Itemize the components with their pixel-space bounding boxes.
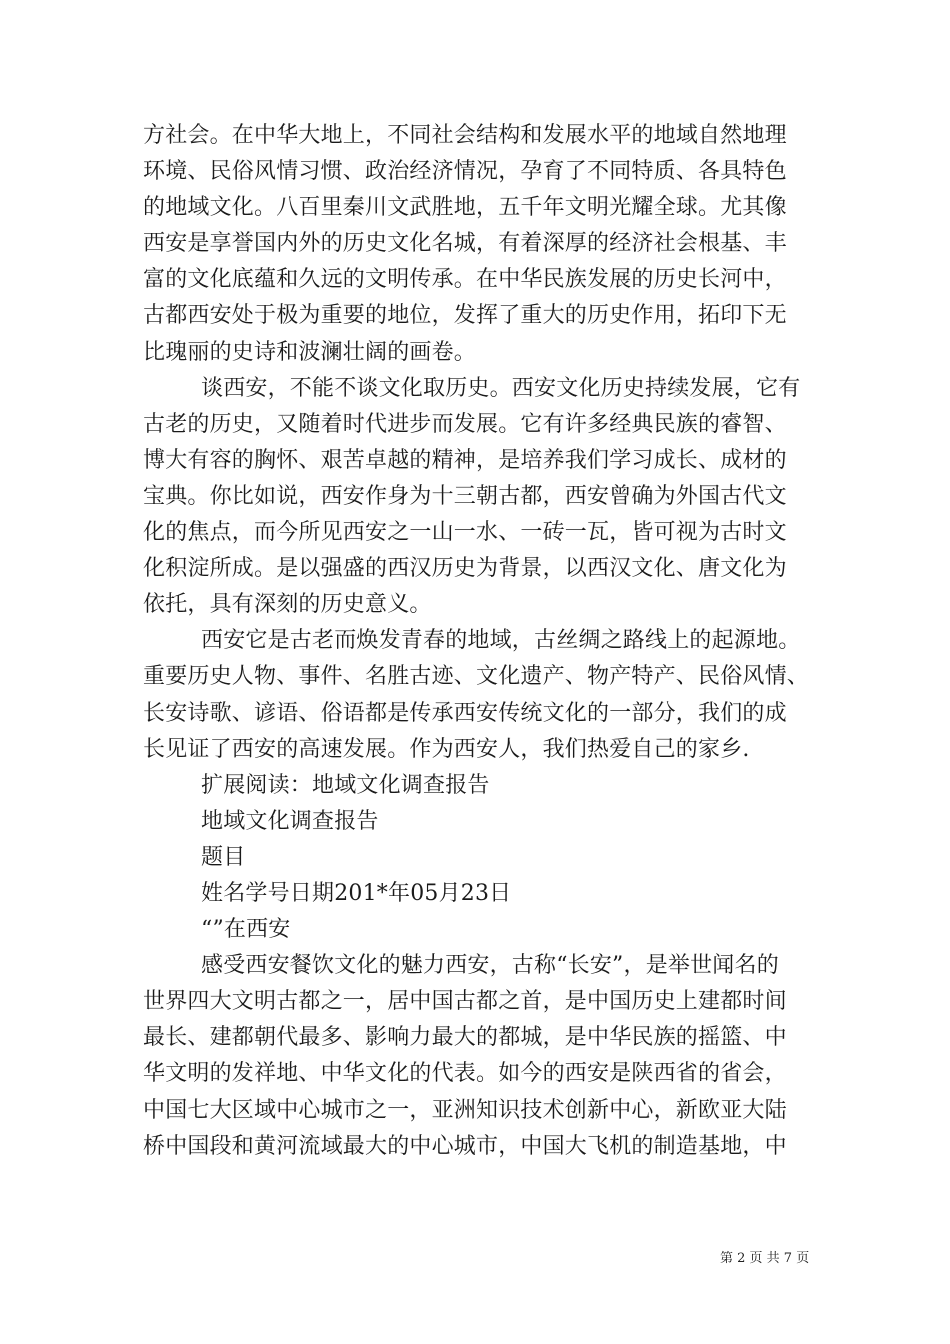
text-line: 宝典。你比如说，西安作身为十三朝古都，西安曾确为外国古代文 (143, 483, 787, 509)
report-title: 地域文化调查报告 (201, 808, 379, 834)
text-line: 古老的历史，又随着时代进步而发展。它有许多经典民族的睿智、 (143, 411, 787, 437)
page-number-footer: 第 2 页 共 7 页 (720, 1251, 810, 1266)
text-line: 西安是享誉国内外的历史文化名城，有着深厚的经济社会根基、丰 (143, 231, 787, 257)
text-line: 中国七大区域中心城市之一，亚洲知识技术创新中心，新欧亚大陆 (143, 1097, 787, 1123)
paragraph-start-line: 谈西安，不能不谈文化取历史。西安文化历史持续发展，它有 (201, 375, 801, 401)
text-line: 依托，具有深刻的历史意义。 (143, 592, 432, 618)
document-body (143, 118, 823, 1165)
text-line: 古都西安处于极为重要的地位，发挥了重大的历史作用，拓印下无 (143, 303, 787, 329)
text-line: 比瑰丽的史诗和波澜壮阔的画卷。 (143, 339, 477, 365)
text-line: 世界四大文明古都之一，居中国古都之首，是中国历史上建都时间 (143, 989, 787, 1015)
text-line: 富的文化底蕴和久远的文明传承。在中华民族发展的历史长河中， (143, 267, 787, 293)
paragraph-start-line: 感受西安餐饮文化的魅力西安，古称“长安”，是举世闻名的 (201, 953, 779, 979)
text-line: 环境、民俗风情习惯、政治经济情况，孕育了不同特质、各具特色 (143, 159, 787, 185)
text-line: 博大有容的胸怀、艰苦卓越的精神，是培养我们学习成长、成材的 (143, 447, 787, 473)
report-subtitle: “”在西安 (201, 917, 291, 943)
text-line: 桥中国段和黄河流域最大的中心城市，中国大飞机的制造基地，中 (143, 1133, 787, 1159)
text-line: 华文明的发祥地、中华文化的代表。如今的西安是陕西省的省会， (143, 1061, 787, 1087)
extended-reading-heading: 扩展阅读：地域文化调查报告 (201, 772, 490, 798)
text-line: 重要历史人物、事件、名胜古迹、文化遗产、物产特产、民俗风情、 (143, 664, 810, 690)
text-line: 方社会。在中华大地上，不同社会结构和发展水平的地域自然地理 (143, 123, 787, 148)
text-line: 长见证了西安的高速发展。作为西安人，我们热爱自己的家乡. (143, 736, 750, 762)
text-line: 长安诗歌、谚语、俗语都是传承西安传统文化的一部分，我们的成 (143, 700, 787, 726)
report-topic-label: 题目 (201, 844, 246, 870)
report-meta-line: 姓名学号日期201*年05月23日 (201, 880, 512, 906)
paragraph-start-line: 西安它是古老而焕发青春的地域，古丝绸之路线上的起源地。 (201, 628, 801, 654)
text-line: 化的焦点，而今所见西安之一山一水、一砖一瓦，皆可视为古时文 (143, 520, 787, 546)
text-line: 的地域文化。八百里秦川文武胜地，五千年文明光耀全球。尤其像 (143, 195, 787, 221)
text-line: 化积淀所成。是以强盛的西汉历史为背景，以西汉文化、唐文化为 (143, 556, 787, 582)
text-line: 最长、建都朝代最多、影响力最大的都城，是中华民族的摇篮、中 (143, 1025, 787, 1051)
